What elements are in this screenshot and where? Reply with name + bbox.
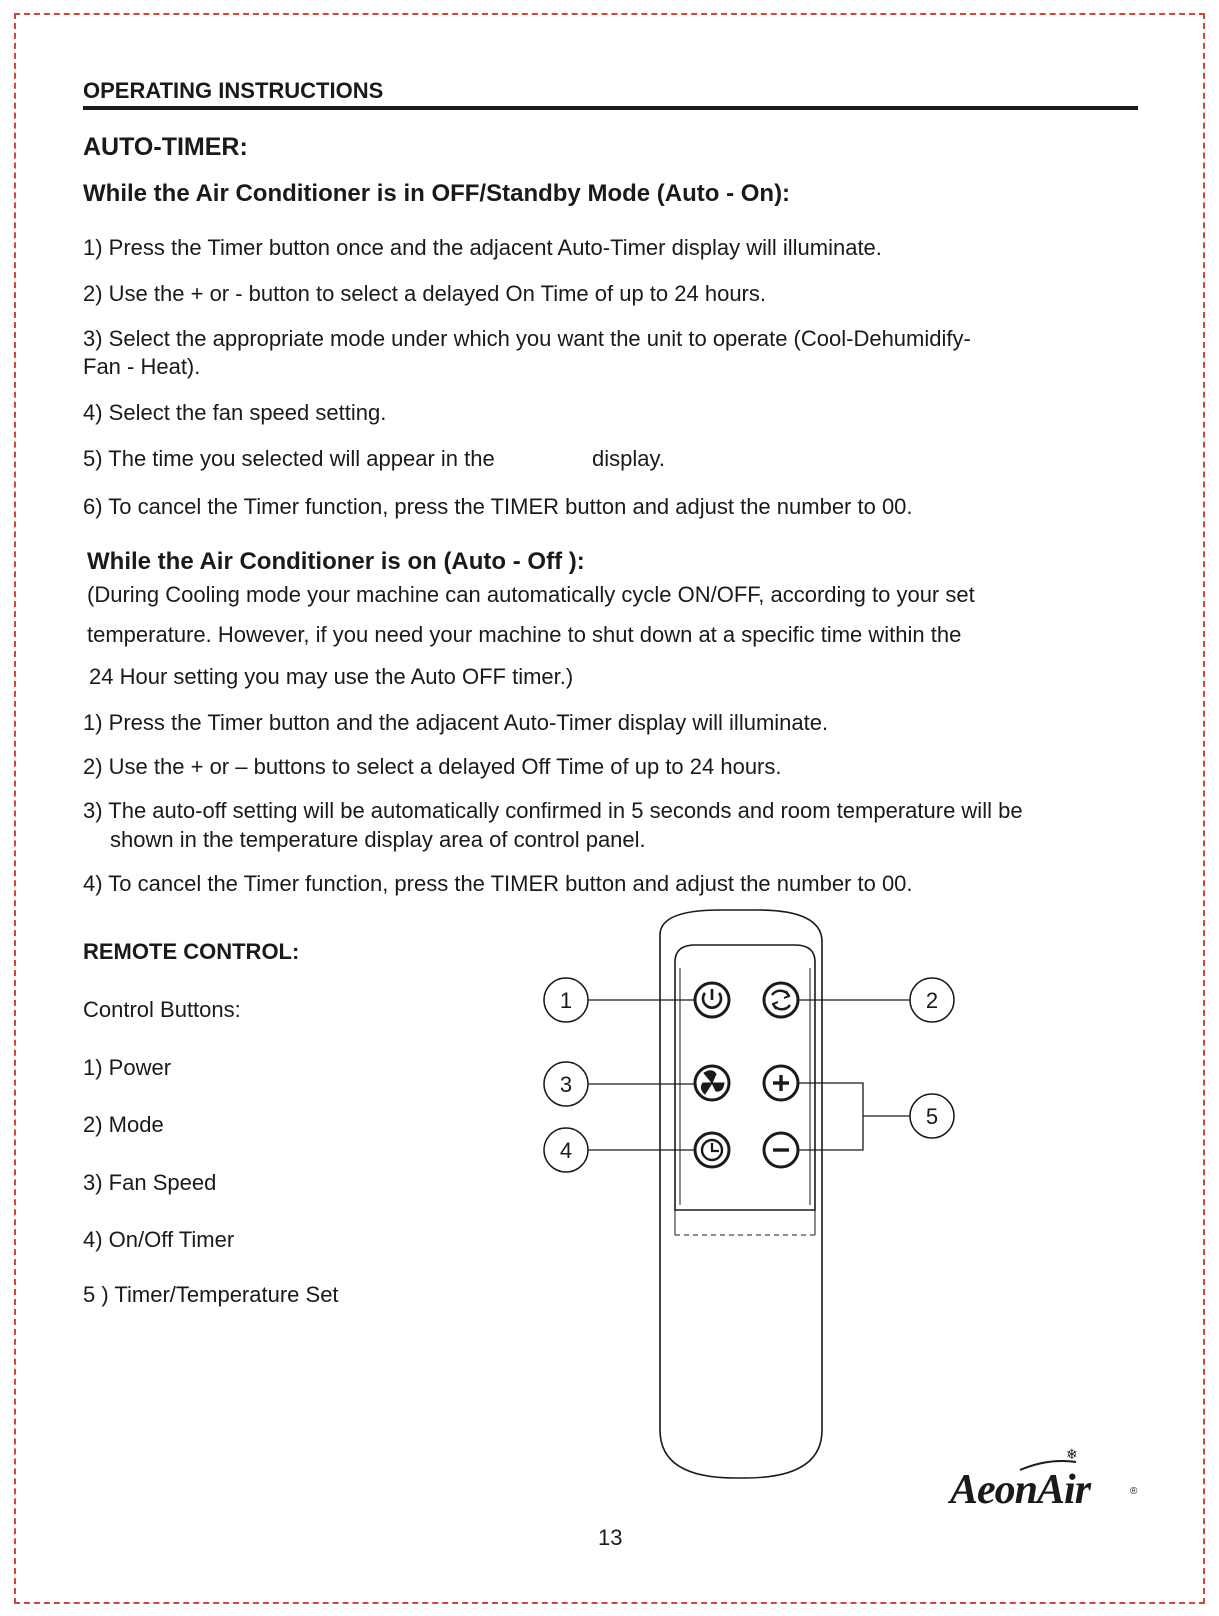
control-button-item: 3) Fan Speed	[83, 1170, 217, 1195]
on-mode-step: 2) Use the + or – buttons to select a delayed Off Time of up to 24 hours.	[83, 754, 782, 779]
standby-step: 1) Press the Timer button once and the adjacent Auto-Timer display will illuminate.	[83, 235, 882, 260]
brand-logo	[950, 1446, 1138, 1514]
header-rule	[83, 106, 1138, 110]
standby-step: 3) Select the appropriate mode under which you want the unit to operate (Cool-Dehumidify-	[83, 326, 971, 351]
callout-2-label: 2	[925, 988, 939, 1013]
auto-timer-heading: AUTO-TIMER:	[83, 133, 248, 161]
remote-control-heading: REMOTE CONTROL:	[83, 939, 300, 964]
power-icon	[695, 983, 729, 1017]
on-mode-step-continued: shown in the temperature display area of control panel.	[110, 827, 646, 852]
callout-1-label: 1	[559, 988, 573, 1013]
control-button-item: 4) On/Off Timer	[83, 1227, 235, 1252]
minus-icon	[764, 1133, 798, 1167]
on-mode-intro: temperature. However, if you need your machine to shut down at a specific time within the	[87, 622, 962, 647]
on-mode-step: 3) The auto-off setting will be automatically confirmed in 5 seconds and room temperature will be	[83, 798, 1023, 823]
on-mode-intro: 24 Hour setting you may use the Auto OFF timer.)	[89, 664, 574, 689]
registered-mark: ®	[1130, 1486, 1138, 1497]
remote-panel-inner	[680, 968, 810, 1205]
timer-icon	[695, 1133, 729, 1167]
on-mode-intro: (During Cooling mode your machine can automatically cycle ON/OFF, according to your set	[87, 582, 975, 607]
callout-4-label: 4	[559, 1138, 573, 1163]
page-number: 13	[598, 1525, 623, 1550]
on-mode-subheading: While the Air Conditioner is on (Auto - Off ):	[87, 548, 585, 575]
standby-step-tail: display.	[592, 446, 665, 471]
standby-step: 4) Select the fan speed setting.	[83, 400, 387, 425]
callout-3-label: 3	[559, 1072, 573, 1097]
standby-subheading: While the Air Conditioner is in OFF/Standby Mode (Auto - On):	[83, 180, 791, 207]
fan-icon	[695, 1066, 729, 1100]
control-button-item: 5 ) Timer/Temperature Set	[83, 1282, 339, 1307]
standby-step: 6) To cancel the Timer function, press the TIMER button and adjust the number to 00.	[83, 494, 913, 519]
logo-snowflake-icon: ❄	[1066, 1446, 1078, 1462]
mode-icon	[764, 983, 798, 1017]
on-mode-step: 4) To cancel the Timer function, press the TIMER button and adjust the number to 00.	[83, 871, 913, 896]
remote-control-diagram	[520, 905, 960, 1495]
logo-text: AeonAir	[950, 1467, 1091, 1513]
on-mode-step: 1) Press the Timer button and the adjacent Auto-Timer display will illuminate.	[83, 710, 829, 735]
standby-step: 2) Use the + or - button to select a delayed On Time of up to 24 hours.	[83, 281, 766, 306]
callout-5-label: 5	[925, 1104, 939, 1129]
standby-step: 5) The time you selected will appear in the	[83, 446, 495, 471]
control-button-item: 1) Power	[83, 1055, 172, 1080]
page-header-title: OPERATING INSTRUCTIONS	[83, 78, 384, 103]
control-buttons-subheading: Control Buttons:	[83, 997, 241, 1022]
plus-icon	[764, 1066, 798, 1100]
control-button-item: 2) Mode	[83, 1112, 164, 1137]
standby-step-continued: Fan - Heat).	[83, 354, 201, 379]
